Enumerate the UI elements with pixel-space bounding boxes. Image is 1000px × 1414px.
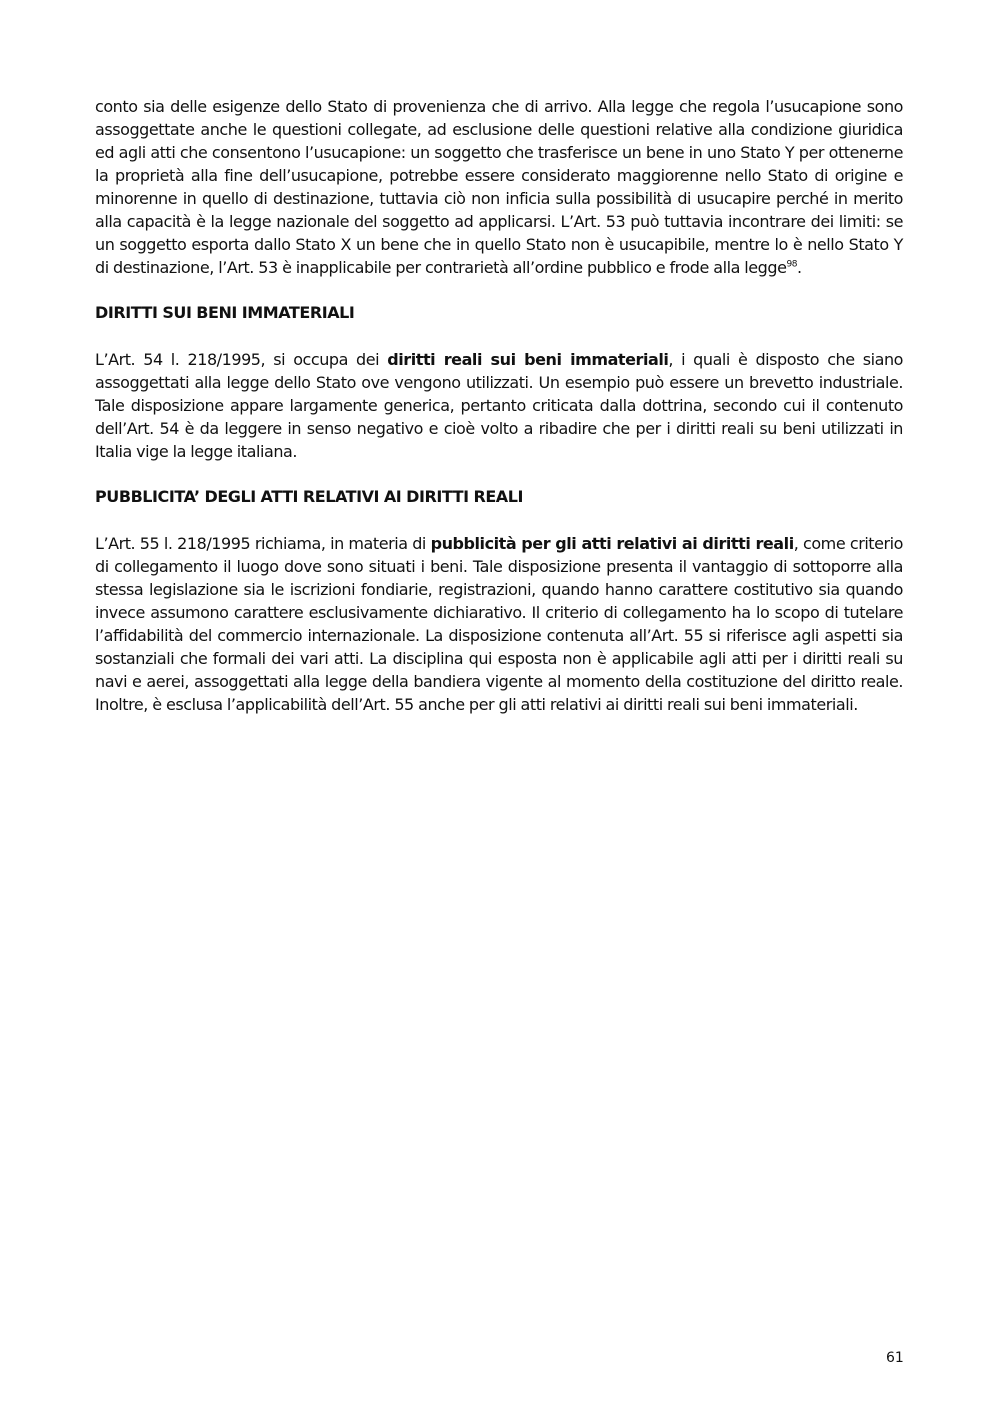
document-body (95, 95, 903, 716)
paragraph-pubblicita (95, 532, 903, 716)
paragraph-pubblicita-bold: pubblicità per gli atti relativi ai diritti reali (430, 534, 794, 553)
paragraph-usucapione (95, 95, 903, 279)
footnote-reference[interactable]: 98 (786, 259, 798, 270)
paragraph-pubblicita-before: L’Art. 55 l. 218/1995 richiama, in materia di (95, 534, 431, 553)
section-heading-pubblicita: PUBBLICITA’ DEGLI ATTI RELATIVI AI DIRITTI REALI (95, 487, 523, 506)
paragraph-beni-immateriali (95, 348, 903, 463)
paragraph-beni-immateriali-before: L’Art. 54 l. 218/1995, si occupa dei (95, 350, 388, 369)
paragraph-beni-immateriali-after: , i quali è disposto che siano assoggettati alla legge dello Stato ove vengono utilizzati. Un esempio può essere un brevetto industriale. Tale disposizione appare largamente generica, pertanto criticata dalla dottrina, secondo cui il contenuto dell’Art. 54 è da leggere in senso negativo e cioè volto a ribadire che per i diritti reali su beni utilizzati in Italia vige la legge italiana. (95, 350, 903, 461)
page-number: 61 (886, 1350, 904, 1366)
paragraph-usucapione-text: conto sia delle esigenze dello Stato di provenienza che di arrivo. Alla legge che regola l’usucapione sono assoggettate anche le questioni collegate, ad esclusione delle questioni relative alla condizione giuridica ed agli atti che consentono l’usucapione: un soggetto che trasferisce un bene in uno Stato Y per ottenerne la proprietà alla fine dell’usucapione, potrebbe essere considerato maggiorenne nello Stato di origine e minorenne in quello di destinazione, tuttavia ciò non inficia sulla possibilità di usucapire perché in merito alla capacità è la legge nazionale del soggetto ad applicarsi. L’Art. 53 può tuttavia incontrare dei limiti: se un soggetto esporta dallo Stato X un bene che in quello Stato non è usucapibile, mentre lo è nello Stato Y di destinazione, l’Art. 53 è inapplicabile per contrarietà all’ordine pubblico e frode alla legge (95, 97, 903, 277)
section-heading-beni-immateriali: DIRITTI SUI BENI IMMATERIALI (95, 303, 355, 322)
paragraph-beni-immateriali-bold: diritti reali sui beni immateriali (387, 350, 669, 369)
paragraph-pubblicita-after: , come criterio di collegamento il luogo dove sono situati i beni. Tale disposizione presenta il vantaggio di sottoporre alla stessa legislazione sia le iscrizioni fondiarie, registrazioni, quando hanno carattere costitutivo sia quando invece assumono carattere esclusivamente dichiarativo. Il criterio di collegamento ha lo scopo di tutelare l’affidabilità del commercio internazionale. La disposizione contenuta all’Art. 55 si riferisce agli aspetti sia sostanziali che formali dei vari atti. La disciplina qui esposta non è applicabile agli atti per i diritti reali su navi e aerei, assoggettati alla legge della bandiera vigente al momento della costituzione del diritto reale. Inoltre, è esclusa l’applicabilità dell’Art. 55 anche per gli atti relativi ai diritti reali sui beni immateriali. (95, 534, 903, 714)
paragraph-usucapione-end: . (797, 258, 802, 277)
